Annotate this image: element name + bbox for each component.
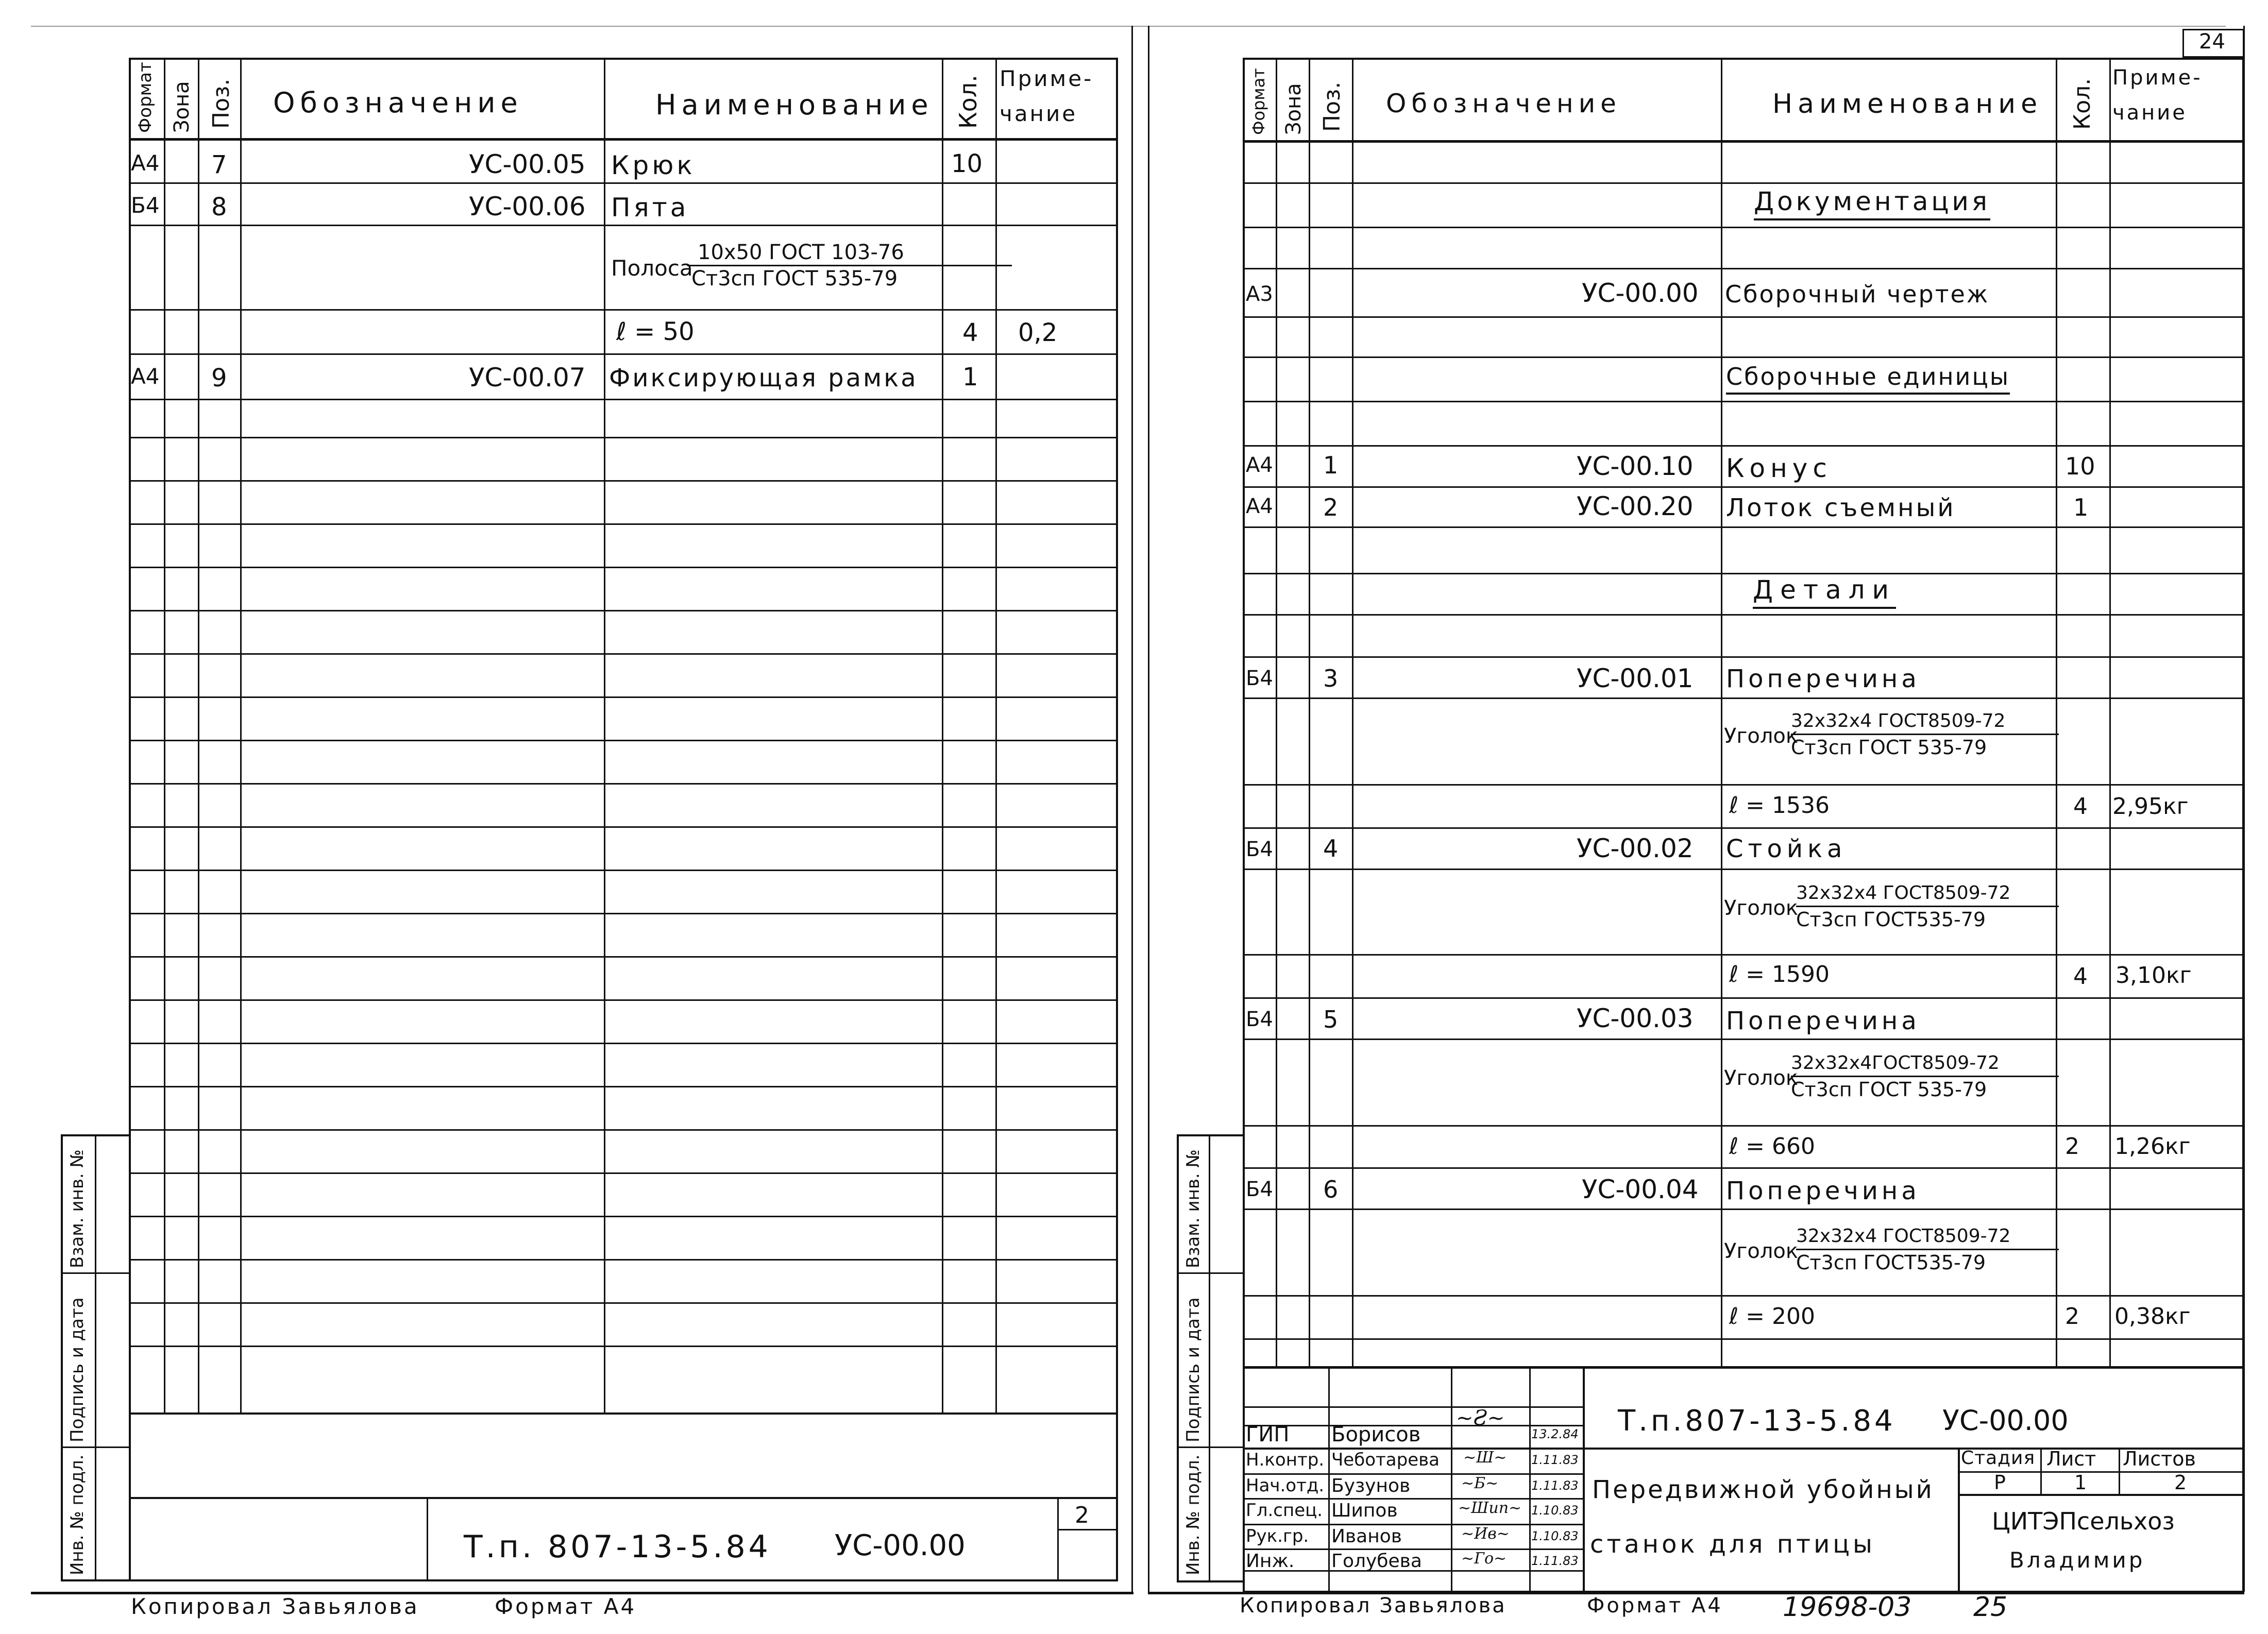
signature: ~Шип~ (1458, 1499, 1522, 1517)
designation-cell: УС-00.20 (1577, 491, 1694, 521)
qty-cell: 4 (2073, 793, 2088, 820)
material-grade: Ст3сп ГОСТ 535-79 (1791, 736, 1987, 759)
right-header-designation: Обозначение (1386, 89, 1621, 118)
surname-cell: Чеботарева (1331, 1450, 1440, 1470)
left-footer-doc: УС-00.00 (835, 1529, 966, 1562)
title-code: Т.п.807-13-5.84 (1618, 1404, 1896, 1438)
title-grid-col (1529, 1366, 1531, 1593)
section-documentation: Документация (1754, 186, 1990, 220)
left-side-label-sign: Подпись и дата (67, 1297, 88, 1442)
qty-cell: 1 (962, 363, 978, 392)
designation-cell: УС-00.04 (1582, 1175, 1699, 1204)
corner-number: 24 (2199, 30, 2225, 54)
role-cell: Нач.отд. (1246, 1475, 1325, 1496)
length-cell: ℓ = 1590 (1729, 961, 1830, 988)
role-cell: ГИП (1246, 1423, 1290, 1446)
format-cell: Б4 (1246, 1178, 1273, 1201)
name-cell: Поперечина (1726, 665, 1920, 693)
name-cell: Пята (611, 193, 689, 223)
length-cell: ℓ = 660 (1729, 1133, 1815, 1160)
mass-cell: 3,10кг (2115, 962, 2192, 989)
sheet-value: 1 (2074, 1471, 2087, 1494)
designation-cell: УС-00.01 (1577, 663, 1694, 693)
pos-cell: 6 (1323, 1176, 1339, 1203)
left-footer-code: Т.п. 807-13-5.84 (464, 1529, 771, 1565)
title-grid-line (1243, 1548, 1583, 1550)
left-side-label-inv: Инв. № подл. (67, 1454, 88, 1575)
length-cell: ℓ = 1536 (1729, 792, 1830, 819)
left-side-label-repl: Взам. инв. № (67, 1149, 88, 1268)
sheets-value: 2 (2174, 1471, 2187, 1494)
date-cell: 1.11.83 (1531, 1453, 1579, 1467)
sheet-right-edge (1131, 26, 1133, 1592)
left-col-zone (198, 58, 199, 1412)
left-header-note-2: чание (1000, 101, 1078, 126)
right-col-zone (1309, 58, 1310, 1366)
format-cell: Б4 (1246, 838, 1273, 861)
right-header-note-1: Приме- (2112, 66, 2203, 90)
surname-cell: Иванов (1331, 1526, 1402, 1547)
title-grid-col (1583, 1366, 1585, 1593)
material-grade: Ст3сп ГОСТ535-79 (1796, 1251, 1986, 1274)
designation-cell: УС-00.05 (469, 149, 586, 179)
format-cell: А4 (1246, 453, 1273, 477)
right-col-pos (1352, 58, 1353, 1366)
date-cell: 13.2.84 (1531, 1427, 1579, 1441)
left-col-designation (604, 58, 605, 1412)
date-cell: 1.10.83 (1531, 1529, 1579, 1543)
designation-cell: УС-00.00 (1582, 278, 1699, 308)
left-header-note-1: Приме- (1000, 66, 1094, 91)
pos-cell: 5 (1323, 1006, 1339, 1033)
qty-cell: 1 (2073, 493, 2089, 521)
designation-cell: УС-00.06 (469, 192, 586, 222)
archive-number: 19698-03 (1783, 1592, 1912, 1623)
right-format-note: Формат А4 (1587, 1594, 1723, 1618)
date-cell: 1.11.83 (1531, 1478, 1579, 1493)
format-cell: Б4 (1246, 1008, 1273, 1031)
sheet-left-edge (1148, 26, 1149, 1592)
name-cell: Сборочный чертеж (1725, 280, 1990, 308)
title-grid-line (1958, 1494, 2244, 1496)
page-number: 25 (1973, 1592, 2008, 1623)
right-header-zone: Зона (1282, 83, 1306, 135)
length-cell: ℓ = 200 (1729, 1303, 1815, 1330)
role-cell: Н.контр. (1246, 1450, 1325, 1470)
pos-cell: 2 (1323, 493, 1339, 521)
name-cell: Поперечина (1726, 1177, 1920, 1205)
right-side-label-sign: Подпись и дата (1183, 1297, 1204, 1442)
left-header-format: Формат (135, 62, 156, 133)
title-grid-col (1451, 1366, 1452, 1593)
signature: ~Го~ (1461, 1550, 1507, 1568)
material-prefix: Уголок (1724, 1239, 1799, 1263)
note-cell: 0,2 (1018, 318, 1058, 347)
right-side-stamp-mid (1209, 1134, 1210, 1582)
title-name-line1: Передвижной убойный (1592, 1475, 1934, 1504)
format-cell: А4 (131, 364, 160, 389)
pos-cell: 9 (211, 364, 227, 393)
format-cell: А3 (1246, 282, 1273, 306)
date-cell: 1.11.83 (1531, 1554, 1579, 1568)
surname-cell: Голубева (1331, 1551, 1422, 1572)
role-cell: Гл.спец. (1246, 1500, 1323, 1521)
format-cell: А4 (131, 150, 160, 176)
qty-cell: 4 (962, 318, 978, 347)
right-header-pos: Поз. (1319, 81, 1345, 132)
designation-cell: УС-00.03 (1577, 1003, 1694, 1033)
qty-cell: 2 (2065, 1303, 2079, 1330)
section-details: Детали (1753, 575, 1896, 609)
qty-cell: 4 (2073, 963, 2088, 990)
material-grade: Ст3сп ГОСТ 535-79 (1791, 1078, 1987, 1101)
sheets-header: Листов (2123, 1448, 2196, 1470)
right-header-note-2: чание (2112, 101, 2187, 125)
right-col-format (1276, 58, 1277, 1366)
format-cell: А4 (1246, 495, 1273, 518)
section-assembly-units: Сборочные единицы (1726, 363, 2010, 395)
date-cell: 1.10.83 (1531, 1503, 1579, 1518)
title-doc: УС-00.00 (1942, 1404, 2069, 1437)
left-header-designation: Обозначение (273, 87, 523, 119)
material-standard: 32х32х4 ГОСТ8509-72 (1796, 1224, 2059, 1250)
left-header-name: Наименование (655, 89, 934, 121)
left-side-stamp-line (61, 1272, 131, 1274)
left-header-qty: Кол. (954, 75, 982, 129)
role-cell: Инж. (1246, 1551, 1295, 1572)
stage-header: Стадия (1961, 1448, 2036, 1469)
sheet-header: Лист (2046, 1448, 2096, 1470)
left-header-divider (129, 138, 1118, 141)
length-cell: ℓ = 50 (616, 317, 695, 346)
mass-cell: 0,38кг (2114, 1303, 2191, 1330)
material-standard: 32х32х4ГОСТ8509-72 (1791, 1051, 2059, 1077)
pos-cell: 1 (1323, 451, 1339, 479)
material-prefix: Полоса (611, 256, 693, 281)
pos-cell: 3 (1323, 665, 1339, 692)
material-prefix: Уголок (1724, 896, 1799, 920)
name-cell: Крюк (611, 150, 696, 180)
material-grade: Ст3сп ГОСТ 535-79 (691, 267, 898, 291)
surname-cell: Бузунов (1331, 1475, 1411, 1496)
right-col-qty (2109, 58, 2111, 1366)
right-copied-by: Копировал Завьялова (1240, 1594, 1507, 1618)
title-grid-col (2119, 1448, 2120, 1494)
left-footer-sheet-sep (1057, 1497, 1059, 1581)
signature: ~Б~ (1461, 1474, 1499, 1492)
top-edge-line (31, 26, 1144, 27)
organization-name: ЦИТЭПсельхоз (1992, 1507, 2175, 1535)
qty-cell: 10 (2065, 452, 2095, 480)
organization-city: Владимир (2009, 1547, 2145, 1573)
name-cell: Поперечина (1726, 1007, 1920, 1035)
name-cell: Фиксирующая рамка (609, 364, 918, 393)
title-grid-col (1328, 1366, 1330, 1593)
left-footer-sep (427, 1497, 428, 1581)
mass-cell: 1,26кг (2114, 1133, 2191, 1160)
left-footer-sheet-no: 2 (1075, 1502, 1089, 1528)
title-name-line2: станок для птицы (1590, 1530, 1875, 1559)
stage-value: Р (1994, 1471, 2006, 1494)
role-cell: Рук.гр. (1246, 1526, 1309, 1546)
right-side-label-inv: Инв. № подл. (1183, 1454, 1204, 1575)
right-side-stamp-line (1177, 1446, 1245, 1448)
material-grade: Ст3сп ГОСТ535-79 (1796, 908, 1986, 931)
top-edge-line (1139, 26, 2226, 27)
material-prefix: Уголок (1724, 724, 1799, 748)
left-format-note: Формат А4 (495, 1594, 637, 1619)
pos-cell: 8 (211, 193, 227, 222)
right-col-designation (1721, 58, 1722, 1366)
designation-cell: УС-00.02 (1577, 833, 1694, 863)
name-cell: Конус (1726, 453, 1832, 483)
signature: ~Ƨ~ (1456, 1406, 1505, 1430)
left-copied-by: Копировал Завьялова (131, 1594, 419, 1619)
title-grid-col (2040, 1448, 2042, 1494)
qty-cell: 2 (2065, 1133, 2079, 1160)
pos-cell: 7 (211, 150, 227, 179)
title-grid-line (1243, 1406, 1583, 1408)
mass-cell: 2,95кг (2112, 793, 2189, 820)
material-standard: 32х32х4 ГОСТ8509-72 (1796, 881, 2059, 907)
left-footer-sheet-line (1057, 1529, 1118, 1530)
signature: ~Ив~ (1461, 1525, 1510, 1543)
right-header-name: Наименование (1772, 89, 2043, 120)
name-cell: Стойка (1726, 835, 1847, 863)
left-col-format (164, 58, 165, 1412)
right-header-format: Формат (1249, 68, 1268, 135)
title-grid-line (1243, 1473, 1583, 1475)
pos-cell: 4 (1323, 835, 1339, 862)
material-standard: 32х32х4 ГОСТ8509-72 (1791, 709, 2059, 735)
left-side-stamp-line (61, 1446, 131, 1448)
left-side-stamp-mid (95, 1134, 96, 1581)
title-grid-col (1958, 1448, 1960, 1593)
right-side-stamp-line (1177, 1272, 1245, 1274)
left-header-pos: Поз. (208, 78, 234, 129)
right-header-divider (1243, 140, 2244, 143)
signature: ~Ш~ (1463, 1449, 1507, 1467)
title-grid-line (1243, 1524, 1583, 1525)
designation-cell: УС-00.10 (1577, 451, 1694, 481)
format-cell: Б4 (1246, 667, 1273, 690)
surname-cell: Борисов (1331, 1423, 1421, 1446)
material-prefix: Уголок (1724, 1066, 1799, 1090)
title-grid-line (1243, 1498, 1583, 1500)
right-side-label-repl: Взам. инв. № (1183, 1149, 1204, 1268)
surname-cell: Шипов (1331, 1500, 1398, 1521)
name-cell: Лоток съемный (1726, 493, 1956, 522)
designation-cell: УС-00.07 (469, 363, 586, 393)
format-cell: Б4 (131, 193, 160, 218)
right-header-qty: Кол. (2069, 78, 2095, 130)
qty-cell: 10 (951, 149, 983, 178)
left-header-zone: Зона (170, 81, 194, 133)
left-col-pos (240, 58, 242, 1412)
material-standard: 10х50 ГОСТ 103-76 (687, 240, 1012, 266)
